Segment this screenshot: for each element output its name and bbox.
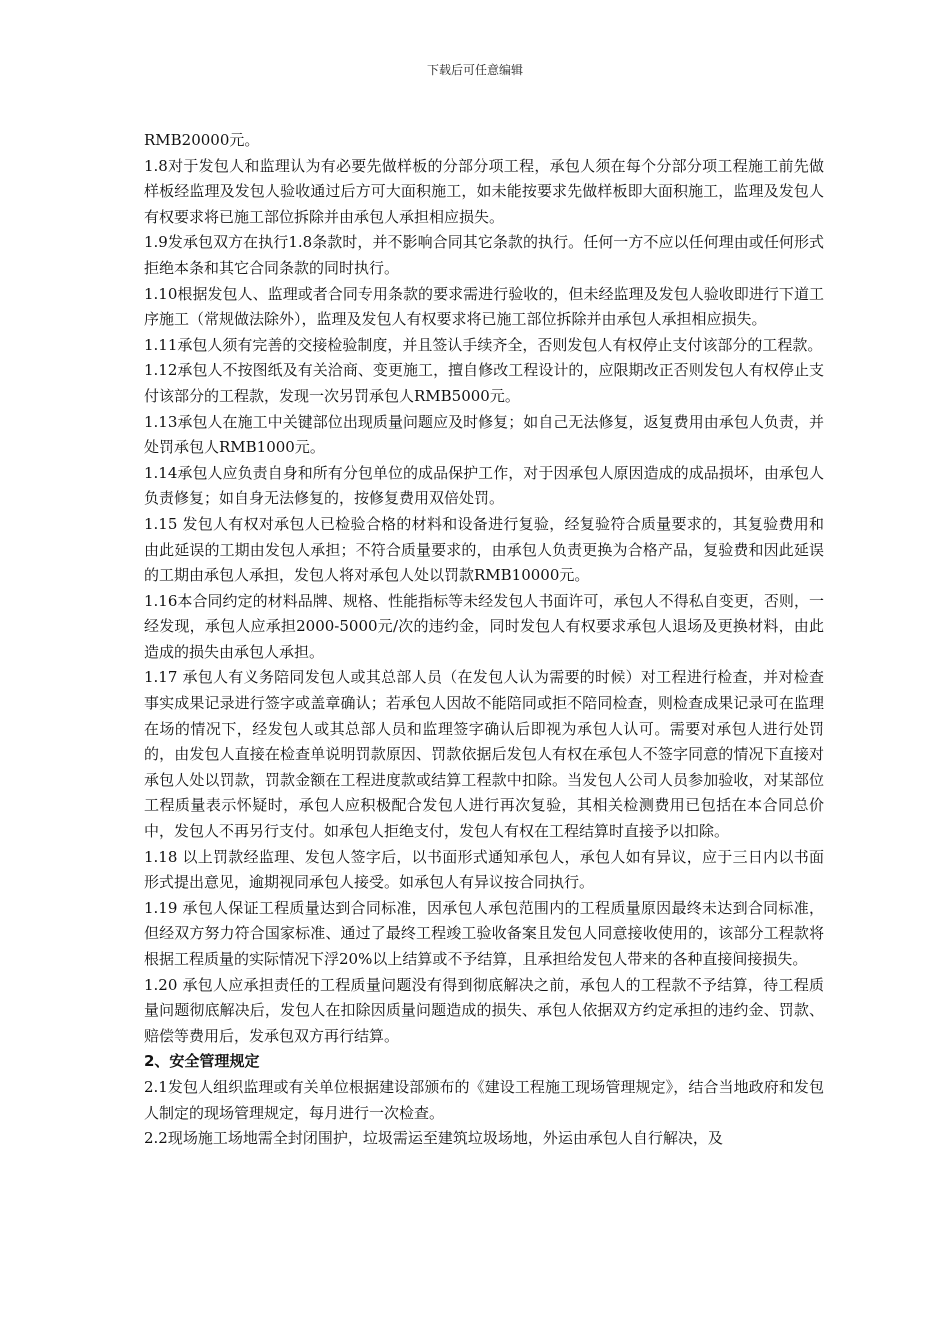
- clause-2-1: 2.1发包人组织监理或有关单位根据建设部颁布的《建设工程施工现场管理规定》，结合当地政府和发包人制定的现场管理规定，每月进行一次检查。: [144, 1077, 824, 1122]
- page-header: 下载后可任意编辑: [426, 63, 523, 77]
- clause-1-12: 1.12承包人不按图纸及有关洽商、变更施工，擅自修改工程设计的，应限期改正否则发包人有权停止支付该部分的工程款，发现一次另罚承包人RMB5000元。: [144, 361, 824, 405]
- clause-1-14: 1.14承包人应负责自身和所有分包单位的成品保护工作，对于因承包人原因造成的成品损坏，由承包人负责修复；如自身无法修复的，按修复费用双倍处罚。: [144, 463, 824, 508]
- clause-1-17: 1.17 承包人有义务陪同发包人或其总部人员（在发包人认为需要的时候）对工程进行检查，并对检查事实成果记录进行签字或盖章确认；若承包人因故不能陪同或拒不陪同检查，则检查成果记录可在监理在场的情况下，经发包人或其总部人员和监理签字确认后即视为承包人认可。需要对承包人进行处罚的，由发包人直接在检查单说明罚款原因、罚款依据后发包人有权在承包人不签字同意的情况下直接对承包人处以罚款，罚款金额在工程进度款或结算工程款中扣除。当发包人公司人员参加验收，对某部位工程质量表示怀疑时，承包人应积极配合发包人进行再次复验，其相关检测费用已包括在本合同总价中，发包人不再另行支付。如承包人拒绝支付，发包人有权在工程结算时直接予以扣除。: [144, 668, 824, 841]
- clause-2-2: 2.2现场施工场地需全封闭围护，垃圾需运至建筑垃圾场地，外运由承包人自行解决，及: [144, 1129, 723, 1148]
- clause-1-19: 1.19 承包人保证工程质量达到合同标准，因承包人承包范围内的工程质量原因最终未达到合同标准，但经双方努力符合国家标准、通过了最终工程竣工验收备案且发包人同意接收使用的，该部分工程款将根据工程质量的实际情况下浮20%以上结算或不予结算，且承担给发包人带来的各种直接间接损失。: [144, 898, 824, 968]
- clause-1-18: 1.18 以上罚款经监理、发包人签字后，以书面形式通知承包人，承包人如有异议，应于三日内以书面形式提出意见，逾期视同承包人接受。如承包人有异议按合同执行。: [144, 847, 824, 892]
- clause-1-13: 1.13承包人在施工中关键部位出现质量问题应及时修复；如自己无法修复，返复费用由承包人负责，并处罚承包人RMB1000元。: [144, 412, 824, 457]
- clause-1-15: 1.15 发包人有权对承包人已检验合格的材料和设备进行复验，经复验符合质量要求的，其复验费用和由此延误的工期由发包人承担；不符合质量要求的，由承包人负责更换为合格产品，复验费和因此延误的工期由承包人承担，发包人将对承包人处以罚款RMB10000元。: [144, 514, 824, 585]
- section-heading-safety: 2、安全管理规定: [144, 1052, 260, 1071]
- clause-1-11: 1.11承包人须有完善的交接检验制度，并且签认手续齐全，否则发包人有权停止支付该部分的工程款。: [144, 335, 823, 354]
- clause-1-8: 1.8对于发包人和监理认为有必要先做样板的分部分项工程，承包人须在每个分部分项工程施工前先做样板经监理及发包人验收通过后方可大面积施工，如未能按要求先做样板即大面积施工，监理及发包人有权要求将已施工部位拆除并由承包人承担相应损失。: [144, 156, 824, 226]
- clause-1-20: 1.20 承包人应承担责任的工程质量问题没有得到彻底解决之前，承包人的工程款不予结算，待工程质量问题彻底解决后，发包人在扣除因质量问题造成的损失、承包人依据双方约定承担的违约金、罚款、赔偿等费用后，发承包双方再行结算。: [144, 975, 824, 1045]
- document-body: [144, 128, 824, 1152]
- clause-1-10: 1.10根据发包人、监理或者合同专用条款的要求需进行验收的，但未经监理及发包人验收即进行下道工序施工（常规做法除外），监理及发包人有权要求将已施工部位拆除并由承包人承担相应损失。: [144, 284, 824, 329]
- clause-1-9: 1.9发承包双方在执行1.8条款时，并不影响合同其它条款的执行。任何一方不应以任何理由或任何形式拒绝本条和其它合同条款的同时执行。: [144, 233, 824, 277]
- paragraph-rmb20000: RMB20000元。: [144, 131, 260, 149]
- clause-1-16: 1.16本合同约定的材料品牌、规格、性能指标等未经发包人书面许可，承包人不得私自变更，否则，一经发现，承包人应承担2000-5000元/次的违约金，同时发包人有权要求承包人退场及更换材料，由此造成的损失由承包人承担。: [144, 591, 824, 661]
